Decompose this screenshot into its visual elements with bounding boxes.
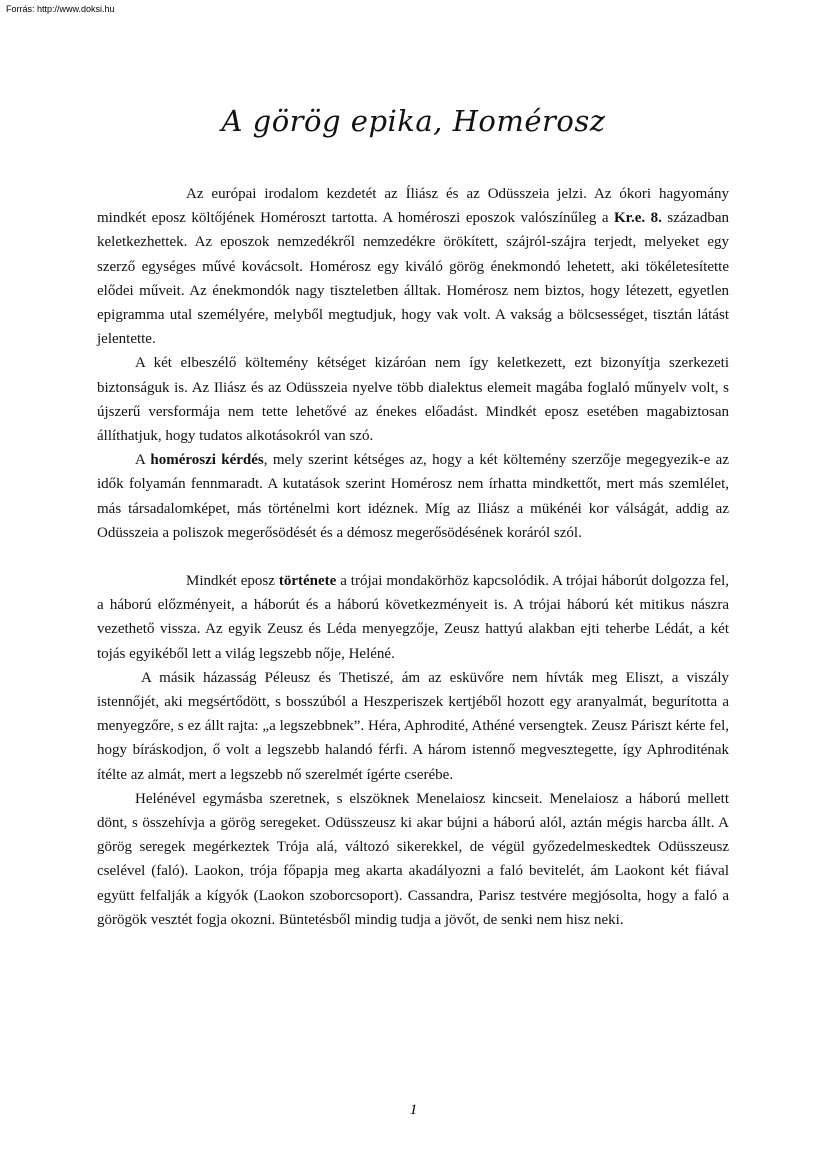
paragraph-wedding: A másik házasság Péleusz és Thetiszé, ám az esküvőre nem hívták meg Eliszt, a viszály istennőjét, aki megsértődött, s bosszúból a Heszperiszek kertjéből hozott egy aranyalmát, begurította a menyegzőre, s ez állt rajta: „a legszebbnek”. Héra, Aphrodité, Athéné versengtek. Zeusz Páriszt kérte fel, hogy bíráskodjon, ő volt a legszebb halandó férfi. A három istennő megvesztegette, így Aphroditénak ítélte az almát, mert a legszebb nő szerelmét ígérte cserébe.	[97, 669, 729, 783]
paragraph-gap	[97, 545, 729, 569]
bold-term: története	[278, 573, 337, 590]
text-span: Mindkét eposz	[186, 573, 279, 590]
text-span: században keletkezhettek. Az eposzok nemzedékről nemzedékre örökített, szájról-szájra terjedt, melyeket egy szerző egységes művé kovácsolt. Homérosz egy kiváló görög énekmondó lehetett, aki tökéletesítette elődei műveit. Az énekmondók nagy tiszteletben álltak. Homérosz nem biztos, hogy létezett, egyetlen epigramma utal személyére, melyből megtudjuk, hogy vak volt. A vakság a bölcsességet, tisztán látást jelentette.	[97, 210, 729, 348]
page-number: 1	[409, 1102, 418, 1118]
text-span: a trójai mondakörhöz kapcsolódik. A trójai háborút dolgozza fel, a háború előzményeit, a háborút és a háború következményeit is. A trójai háború két mitikus nászra vezethető vissza. Az egyik Zeusz és Léda menyegzője, Zeusz hattyú alakban ejti teherbe Lédát, a két tojás egyikéből lett a világ legszebb nője, Heléné.	[97, 573, 729, 662]
page-title: A görög epika, Homérosz	[221, 104, 606, 138]
document-body	[97, 182, 729, 932]
source-label: Forrás: http://www.doksi.hu	[6, 4, 115, 14]
bold-date: Kr.e. 8.	[614, 210, 662, 227]
paragraph-structure: A két elbeszélő költemény kétséget kizáróan nem így keletkezett, ezt bizonyítja szerkezeti biztonságuk is. Az Iliász és az Odüsszeia nyelve több dialektus elemeit magába foglaló műnyelv volt, s újszerű versformája nem tette lehetővé az énekes előadást. Mindkét eposz esetében magabiztosan állíthatjuk, hogy tudatos alkotásokról van szó.	[97, 355, 729, 445]
paragraph-intro	[97, 182, 729, 351]
text-span: , mely szerint kétséges az, hogy a két költemény szerzője megegyezik-e az idők folyamán fennmaradt. A kutatások szerint Homérosz nem írhatta mindkettőt, mert más szemlélet, más társadalomképet, más történelmi kort idéznek. Míg az Iliász a mükénéi kor válságát, addig az Odüsszeia a poliszok megerősödését és a démosz megerősödésének koráról szól.	[97, 452, 729, 541]
bold-term: homéroszi kérdés	[150, 452, 264, 469]
paragraph-story	[97, 569, 729, 666]
text-span: Az európai irodalom kezdetét az Íliász és az Odüsszeia jelzi. Az ókori hagyomány mindkét eposz költőjének Homéroszt tartotta. A homéroszi eposzok valószínűleg a	[97, 186, 729, 227]
text-span: A	[135, 452, 151, 469]
paragraph-war: Helénével egymásba szeretnek, s elszöknek Menelaiosz kincseit. Menelaiosz a háború mellett dönt, s összehívja a görög seregeket. Odüsszeusz ki akar bújni a háború alól, aztán mégis harcba állt. A görög seregek megérkeztek Trója alá, változó sikerekkel, de végül győzedelmeskedtek Odüsszeusz cselével (faló). Laokon, trója főpapja meg akarta akadályozni a faló bevitelét, ám Laokont két fiával együtt felfalják a kígyók (Laokon szoborcsoport). Cassandra, Parisz testvére megjósolta, hogy a faló a görögök vesztét fogja okozni. Büntetésből mindig tudja a jövőt, de senki nem hisz neki.	[97, 790, 729, 928]
paragraph-homeric-question	[97, 448, 729, 545]
